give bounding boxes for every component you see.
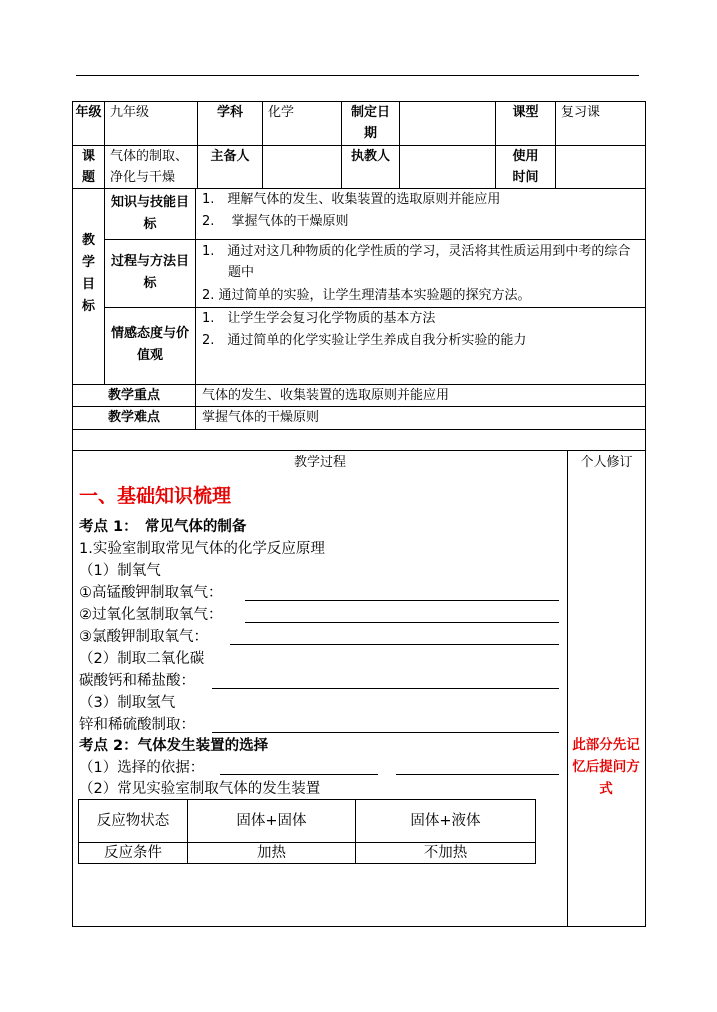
objective-process-item-1: 1. 通过对这几种物质的化学性质的学习，灵活将其性质运用到中考的综合题中 — [202, 244, 631, 280]
table-cell: 加热 — [188, 843, 356, 864]
topic-value: 气体的制取、净化与干燥 — [110, 149, 189, 185]
teacher-label: 执教人 — [350, 149, 390, 164]
difficulty-label: 教学难点 — [107, 410, 160, 425]
answer-blank[interactable] — [212, 732, 559, 733]
type-value: 复习课 — [561, 105, 601, 120]
h2-item: 锌和稀硫酸制取： — [79, 717, 195, 733]
table-cell: 固体+液体 — [355, 800, 535, 843]
type-label: 课型 — [512, 105, 539, 120]
table-cell: 反应条件 — [79, 843, 188, 864]
subject-label: 学科 — [216, 105, 243, 120]
focus-value: 气体的发生、收集装置的选取原则并能应用 — [202, 388, 450, 403]
oxygen-item-3: ③氯酸钾制取氧气： — [79, 629, 208, 645]
objective-attitude-item-1: 1. 让学生学会复习化学物质的基本方法 — [202, 311, 436, 326]
header-rule — [76, 75, 639, 76]
objective-knowledge-item-1: 1. 理解气体的发生、收集装置的选取原则并能应用 — [202, 192, 501, 207]
section-title: 一、基础知识梳理 — [79, 485, 232, 507]
answer-blank[interactable] — [245, 622, 559, 623]
date-label: 制定日期 — [350, 105, 390, 141]
table-cell: 固体+固体 — [188, 800, 356, 843]
oxygen-item-1: ①高锰酸钾制取氧气： — [79, 585, 223, 601]
oxygen-item-2: ②过氧化氢制取氧气： — [79, 607, 223, 623]
basis-item: （1）选择的依据： — [79, 760, 205, 776]
side-header: 个人修订 — [580, 455, 633, 470]
difficulty-value: 掌握气体的干燥原则 — [202, 410, 320, 425]
process-header: 教学过程 — [293, 455, 346, 470]
device-table — [78, 799, 536, 864]
objective-knowledge-label: 知识与技能目标 — [111, 195, 190, 232]
co2-heading: （2）制取二氧化碳 — [79, 651, 205, 667]
focus-label: 教学重点 — [107, 388, 160, 403]
point1-title: 考点 1： 常见气体的制备 — [79, 519, 247, 535]
subject-value: 化学 — [268, 105, 295, 120]
use-time-label: 使用时间 — [512, 149, 539, 185]
point1-subtitle: 1.实验室制取常见气体的化学反应原理 — [79, 541, 325, 557]
answer-blank[interactable] — [220, 774, 378, 775]
answer-blank[interactable] — [396, 774, 559, 775]
side-note: 此部分先记忆后提问方式 — [572, 737, 640, 797]
table-cell: 不加热 — [355, 843, 535, 864]
answer-blank[interactable] — [245, 600, 559, 601]
devices-item: （2）常见实验室制取气体的发生装置 — [79, 781, 321, 797]
objective-attitude-item-2: 2. 通过简单的化学实验让学生养成自我分析实验的能力 — [202, 333, 527, 348]
objectives-label: 教学目标 — [81, 233, 95, 314]
point2-title: 考点 2：气体发生装置的选择 — [79, 738, 269, 754]
preparer-label: 主备人 — [210, 149, 250, 164]
table-cell: 反应物状态 — [79, 800, 188, 843]
answer-blank[interactable] — [230, 644, 559, 645]
topic-label: 课题 — [81, 149, 95, 185]
co2-item: 碳酸钙和稀盐酸： — [79, 673, 195, 689]
oxygen-heading: （1）制氧气 — [79, 563, 161, 579]
grade-label: 年级 — [75, 105, 102, 120]
objective-attitude-label: 情感态度与价值观 — [111, 326, 190, 363]
grade-value: 九年级 — [110, 105, 150, 120]
answer-blank[interactable] — [212, 688, 559, 689]
objective-process-label: 过程与方法目标 — [111, 254, 190, 291]
h2-heading: （3）制取氢气 — [79, 695, 176, 711]
objective-process-item-2: 2. 通过简单的实验，让学生理清基本实验题的探究方法。 — [202, 288, 531, 303]
objective-knowledge-item-2: 2. 掌握气体的干燥原则 — [202, 214, 349, 229]
